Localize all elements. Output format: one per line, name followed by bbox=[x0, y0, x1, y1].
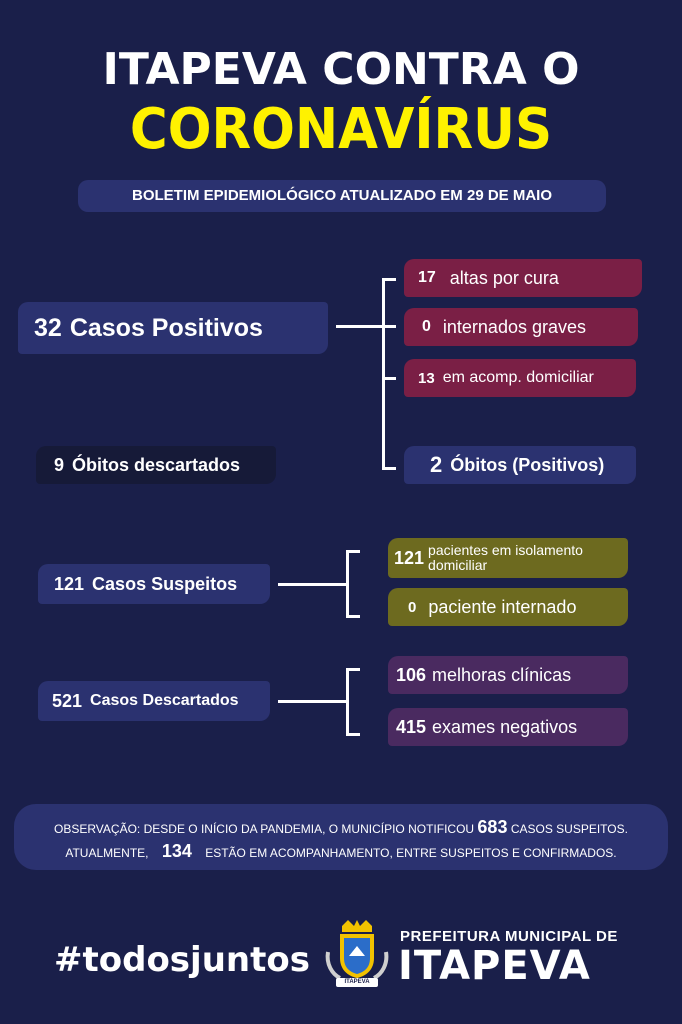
observation-text-2: CASOS SUSPEITOS. bbox=[510, 822, 628, 836]
home-isolation-label: pacientes em isolamento domiciliar bbox=[428, 542, 583, 573]
connector-discarded-vertical bbox=[346, 668, 349, 736]
home-isolation-count: 121 bbox=[394, 547, 425, 568]
connector-positive-tick-3 bbox=[382, 377, 396, 380]
hospitalized-patient-label: paciente internado bbox=[428, 596, 577, 617]
observation-text-3: ATUALMENTE, bbox=[65, 846, 149, 860]
home-isolation-box bbox=[388, 538, 628, 578]
clinical-improvement-box bbox=[388, 656, 628, 694]
positive-cases-count: 32 bbox=[34, 313, 62, 342]
negative-tests-count: 415 bbox=[396, 716, 427, 737]
recovered-label: altas por cura bbox=[449, 267, 559, 288]
discarded-cases-label: Casos Descartados bbox=[90, 692, 239, 709]
positive-deaths-box bbox=[404, 446, 636, 484]
severe-hospitalized-count: 0 bbox=[422, 318, 431, 335]
title-line-1: ITAPEVA CONTRA O bbox=[102, 44, 580, 95]
hashtag: #todosjuntos bbox=[54, 940, 310, 980]
connector-positive-horizontal bbox=[336, 325, 384, 328]
discarded-deaths-label: Óbitos descartados bbox=[72, 454, 241, 475]
discarded-cases-box bbox=[38, 681, 270, 721]
home-monitoring-box bbox=[404, 359, 636, 397]
bulletin-banner: BOLETIM EPIDEMIOLÓGICO ATUALIZADO EM 29 DE MAIO bbox=[78, 180, 606, 212]
suspected-cases-box bbox=[38, 564, 270, 604]
connector-positive-tick-2 bbox=[382, 325, 396, 328]
monitoring-count: 134 bbox=[161, 841, 192, 861]
recovered-count: 17 bbox=[418, 269, 436, 286]
clinical-improvement-count: 106 bbox=[396, 664, 427, 685]
negative-tests-box bbox=[388, 708, 628, 746]
home-monitoring-count: 13 bbox=[418, 369, 435, 387]
positive-deaths-label: Óbitos (Positivos) bbox=[450, 454, 605, 475]
clinical-improvement-label: melhoras clínicas bbox=[432, 664, 572, 685]
suspected-cases-label: Casos Suspeitos bbox=[92, 573, 238, 594]
hospitalized-patient-box bbox=[388, 588, 628, 626]
observation-text-4: ESTÃO EM ACOMPANHAMENTO, ENTRE SUSPEITOS E CONFIRMADOS. bbox=[205, 846, 617, 860]
connector-suspected-horizontal bbox=[278, 583, 348, 586]
suspected-cases-count: 121 bbox=[54, 573, 85, 594]
severe-hospitalized-label: internados graves bbox=[442, 316, 586, 337]
observation-text-1: OBSERVAÇÃO: DESDE O INÍCIO DA PANDEMIA, O MUNICÍPIO NOTIFICOU bbox=[54, 822, 475, 836]
observation-panel bbox=[14, 804, 668, 870]
notified-count: 683 bbox=[477, 817, 508, 837]
city-seal-icon bbox=[322, 918, 392, 988]
positive-cases-box bbox=[18, 302, 328, 354]
connector-positive-tick-1 bbox=[382, 278, 396, 281]
connector-suspected-tick-2 bbox=[346, 615, 360, 618]
connector-discarded-tick-1 bbox=[346, 668, 360, 671]
observation-line-2 bbox=[14, 840, 668, 864]
positive-deaths-count: 2 bbox=[430, 452, 443, 477]
discarded-cases-count: 521 bbox=[52, 690, 83, 711]
connector-positive-tick-4 bbox=[382, 467, 396, 470]
org-name-line-2: ITAPEVA bbox=[398, 943, 591, 989]
recovered-box bbox=[404, 259, 642, 297]
connector-discarded-horizontal bbox=[278, 700, 348, 703]
org-name-line-1: PREFEITURA MUNICIPAL DE bbox=[400, 928, 618, 945]
observation-line-1 bbox=[14, 816, 668, 840]
connector-suspected-tick-1 bbox=[346, 550, 360, 553]
home-monitoring-label: em acomp. domiciliar bbox=[442, 369, 594, 386]
title-line-2: CORONAVÍRUS bbox=[129, 97, 553, 162]
negative-tests-label: exames negativos bbox=[432, 716, 578, 737]
seal-label: ITAPEVA bbox=[344, 979, 370, 985]
severe-hospitalized-box bbox=[404, 308, 638, 346]
discarded-deaths-box bbox=[36, 446, 276, 484]
discarded-deaths-count: 9 bbox=[54, 454, 65, 475]
connector-discarded-tick-2 bbox=[346, 733, 360, 736]
positive-cases-label: Casos Positivos bbox=[69, 313, 263, 342]
hospitalized-patient-count: 0 bbox=[408, 598, 417, 616]
connector-suspected-vertical bbox=[346, 550, 349, 618]
connector-positive-vertical bbox=[382, 278, 385, 470]
